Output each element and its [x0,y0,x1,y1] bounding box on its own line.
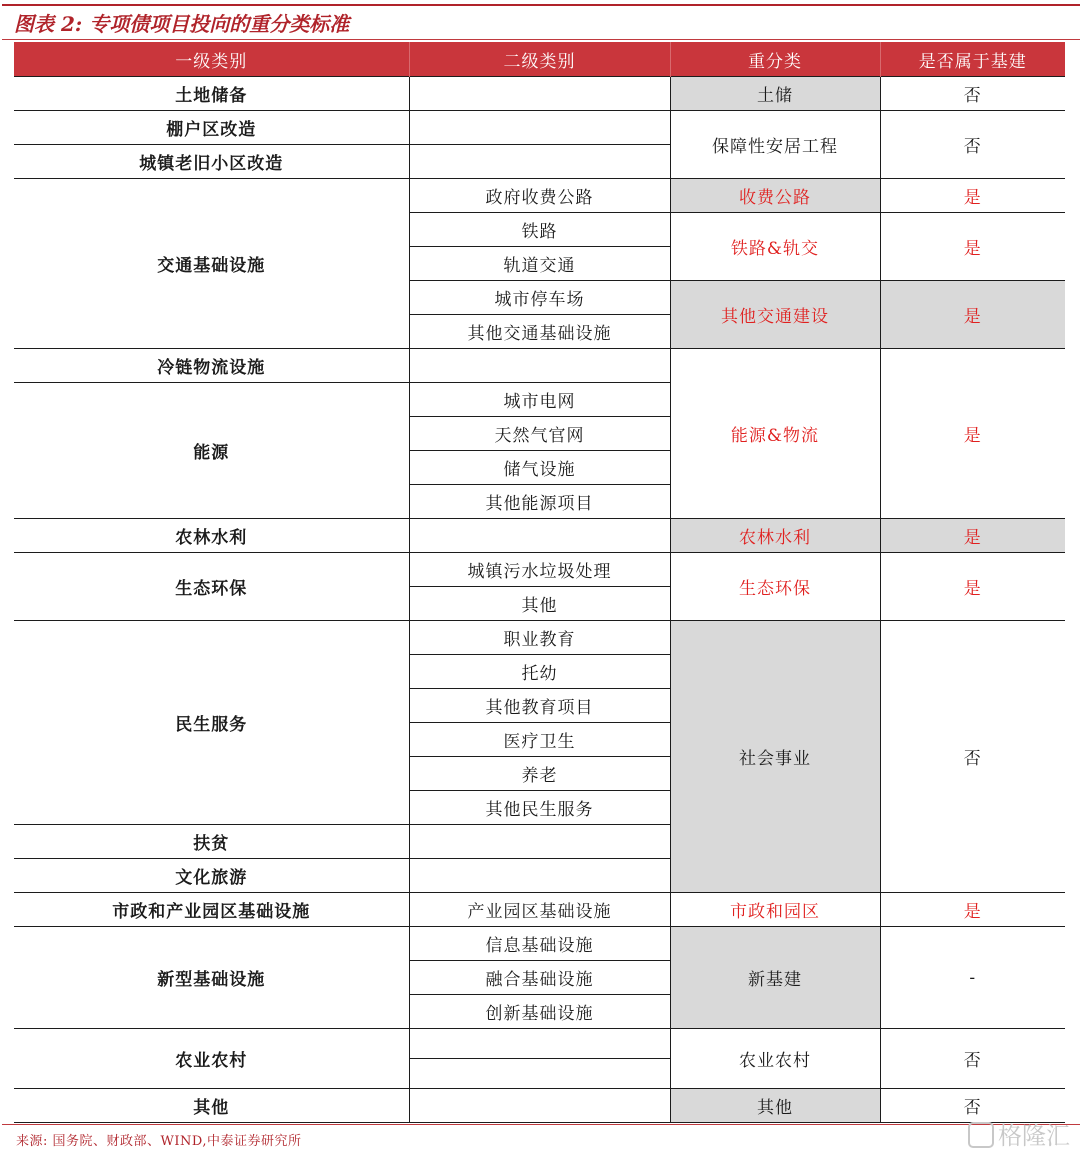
table-row [14,111,1065,145]
table-row [14,1029,1065,1059]
reclass-cell: 收费公路 [670,179,880,213]
reclass-cell: 新基建 [670,927,880,1029]
is-infra-cell: 否 [880,1089,1065,1123]
is-infra-cell: 是 [880,893,1065,927]
figure-title: 图表 2: 专项债项目投向的重分类标准 [14,12,350,36]
table-row [14,519,1065,553]
level1-cell: 新型基础设施 [14,927,409,1029]
level1-cell: 冷链物流设施 [14,349,409,383]
reclass-cell: 农林水利 [670,519,880,553]
reclass-cell: 土储 [670,77,880,111]
level1-cell: 民生服务 [14,621,409,825]
classification-table [14,42,1065,1123]
level2-cell [409,77,670,111]
reclass-cell: 铁路&轨交 [670,213,880,281]
level1-cell: 生态环保 [14,553,409,621]
level2-cell [409,1029,670,1059]
level2-cell [409,111,670,145]
is-infra-cell: 否 [880,621,1065,893]
level2-cell: 城市停车场 [409,281,670,315]
level2-cell: 天然气官网 [409,417,670,451]
level1-cell: 其他 [14,1089,409,1123]
level2-cell: 信息基础设施 [409,927,670,961]
header-level2: 二级类别 [409,42,670,77]
level2-cell: 融合基础设施 [409,961,670,995]
table-row [14,179,1065,213]
level2-cell: 铁路 [409,213,670,247]
level1-cell: 市政和产业园区基础设施 [14,893,409,927]
level2-cell: 创新基础设施 [409,995,670,1029]
source-note: 来源: 国务院、财政部、WIND,中泰证券研究所 [16,1134,302,1149]
level2-cell: 职业教育 [409,621,670,655]
table-row [14,349,1065,383]
reclass-cell: 保障性安居工程 [670,111,880,179]
watermark-text: 格隆汇 [998,1122,1070,1150]
watermark [968,1116,1070,1151]
reclass-cell: 农业农村 [670,1029,880,1089]
level2-cell: 政府收费公路 [409,179,670,213]
level1-cell: 土地储备 [14,77,409,111]
level2-cell: 其他 [409,587,670,621]
level2-cell: 城镇污水垃圾处理 [409,553,670,587]
is-infra-cell: 否 [880,111,1065,179]
level2-cell: 其他交通基础设施 [409,315,670,349]
level1-cell: 农业农村 [14,1029,409,1089]
level2-cell [409,519,670,553]
table-row [14,621,1065,655]
level1-cell: 文化旅游 [14,859,409,893]
table-row [14,553,1065,587]
is-infra-cell: 是 [880,179,1065,213]
level2-cell: 其他教育项目 [409,689,670,723]
is-infra-cell: 是 [880,349,1065,519]
is-infra-cell: 否 [880,77,1065,111]
header-level1: 一级类别 [14,42,409,77]
level2-cell [409,859,670,893]
level1-cell: 能源 [14,383,409,519]
table-row [14,1089,1065,1123]
level1-cell: 棚户区改造 [14,111,409,145]
watermark-logo-icon [968,1122,994,1148]
reclass-cell: 生态环保 [670,553,880,621]
level2-cell [409,1089,670,1123]
level2-cell [409,1059,670,1089]
reclass-cell: 能源&物流 [670,349,880,519]
is-infra-cell: 是 [880,213,1065,281]
level2-cell [409,825,670,859]
is-infra-cell: 是 [880,281,1065,349]
level2-cell: 产业园区基础设施 [409,893,670,927]
reclass-cell: 社会事业 [670,621,880,893]
title-rule [2,39,1080,40]
level1-cell: 城镇老旧小区改造 [14,145,409,179]
level2-cell: 其他民生服务 [409,791,670,825]
header-reclass: 重分类 [670,42,880,77]
reclass-cell: 其他 [670,1089,880,1123]
level2-cell: 城市电网 [409,383,670,417]
footer-rule [2,1124,1080,1125]
level1-cell: 扶贫 [14,825,409,859]
level2-cell: 轨道交通 [409,247,670,281]
table-row [14,927,1065,961]
table-row [14,893,1065,927]
level2-cell: 养老 [409,757,670,791]
reclass-cell: 市政和园区 [670,893,880,927]
reclass-cell: 其他交通建设 [670,281,880,349]
is-infra-cell: 否 [880,1029,1065,1089]
top-rule [2,4,1080,6]
is-infra-cell: 是 [880,519,1065,553]
level2-cell: 托幼 [409,655,670,689]
is-infra-cell: - [880,927,1065,1029]
level2-cell: 医疗卫生 [409,723,670,757]
level2-cell: 储气设施 [409,451,670,485]
table-row [14,77,1065,111]
level2-cell [409,349,670,383]
header-row [14,42,1065,77]
level1-cell: 交通基础设施 [14,179,409,349]
level1-cell: 农林水利 [14,519,409,553]
level2-cell: 其他能源项目 [409,485,670,519]
header-is-infra: 是否属于基建 [880,42,1065,77]
level2-cell [409,145,670,179]
is-infra-cell: 是 [880,553,1065,621]
